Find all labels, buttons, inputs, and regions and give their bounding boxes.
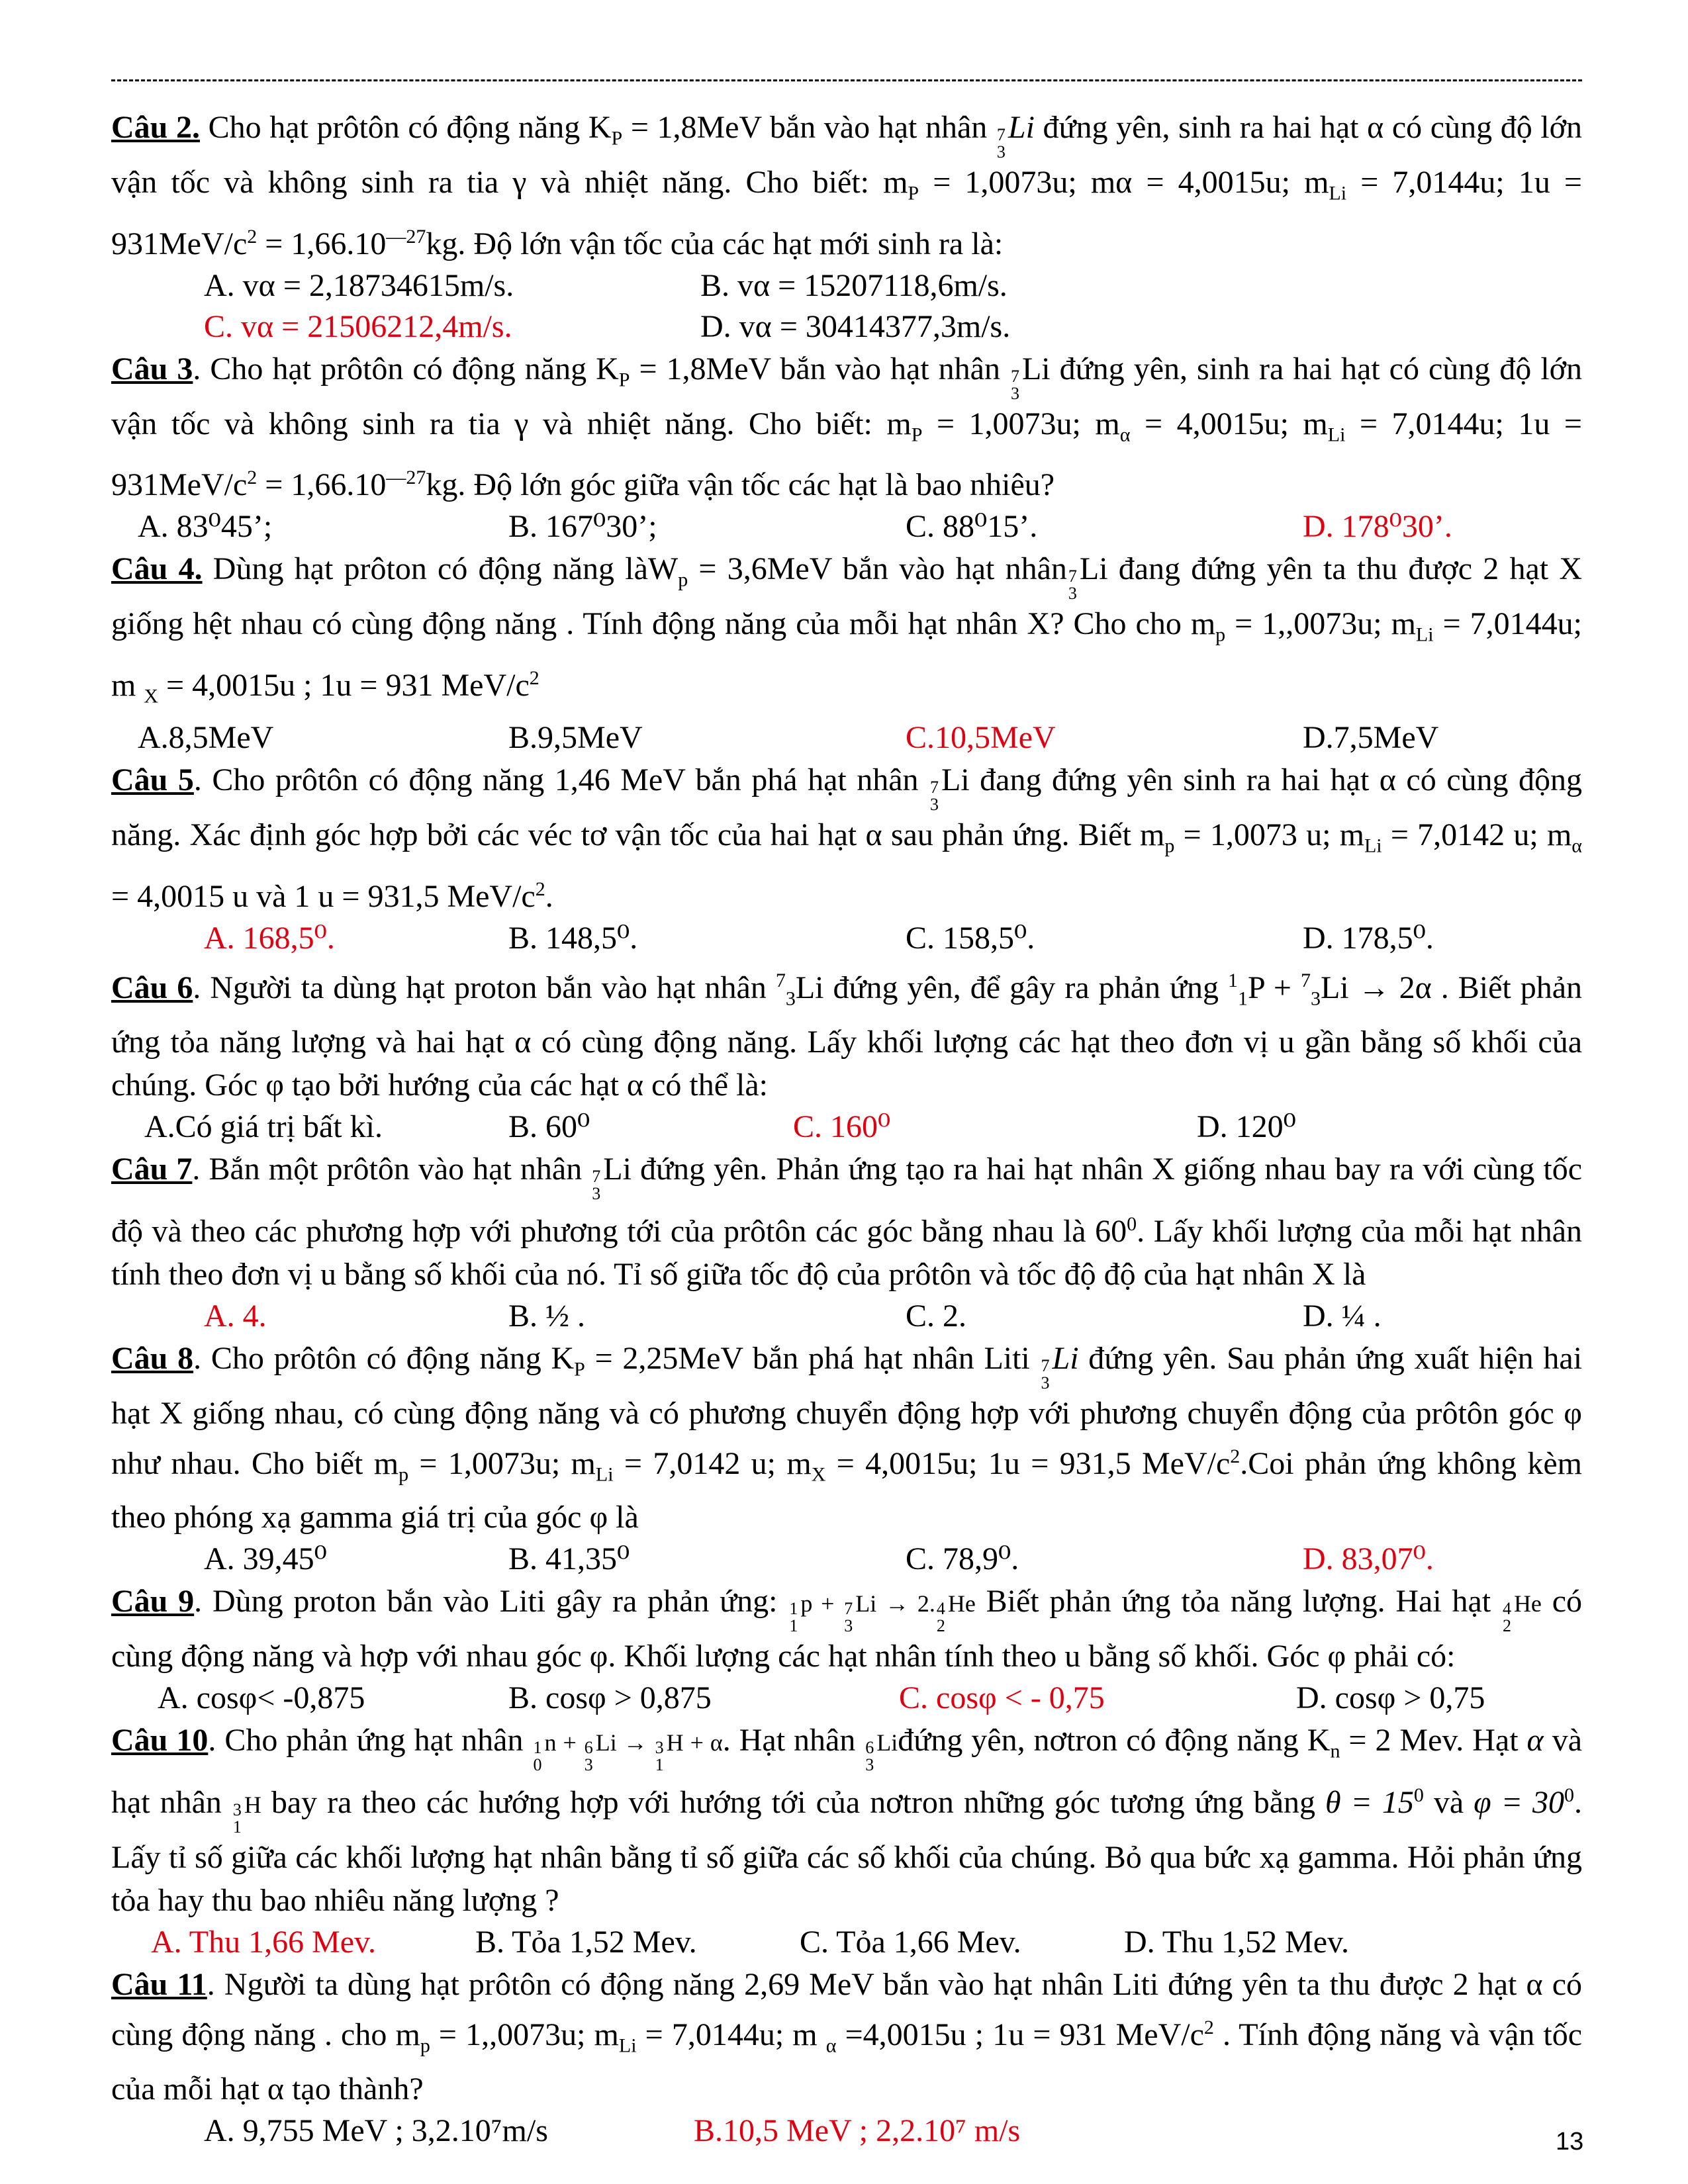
option-b: B. 60⁰: [508, 1109, 590, 1144]
option-c: C. 158,5⁰.: [906, 920, 1035, 956]
nuclide-li6: 6 3: [584, 1738, 593, 1775]
question-5: Câu 5. Cho prôtôn có động năng 1,46 MeV bắn phá hạt nhân 7 3 Li đang đứng yên sinh ra hai hạt α có cùng động năng. Xác định góc hợp bởi các véc tơ vận tốc của hai hạt α sau phản ứng. Biết $m_p = 1,0073$ u; $m_{Li} = 7,0142$ u; $m_\alpha = 4,0015$ u và 1 u = 931,5 MeV/$c^2$.: [111, 762, 1583, 914]
option-b: B. Tỏa 1,52 Mev.: [475, 1925, 697, 1960]
option-c: C. 2.: [906, 1298, 967, 1334]
option-c: C. 78,9⁰.: [906, 1541, 1019, 1577]
option-c: C. 88⁰15’.: [906, 509, 1038, 545]
option-c-answer: C. vα = 21506212,4m/s.: [204, 308, 512, 344]
question-4: Câu 4. Dùng hạt prôton có động năng làW$_p$ = 3,6MeV bắn vào hạt nhân 7 3 Li đang đứng yên ta thu được 2 hạt X giống hệt nhau có cùng động năng . Tính động năng của mỗi hạt nhân X? Cho cho $m_p = 1,,0073u$; $m_{Li} = 7,0144u$; m $_X$ = 4,0015u ; 1u = 931 MeV/$c^2$: [111, 551, 1583, 707]
nuclide-li7: 7 3: [1068, 567, 1077, 604]
option-d: D. cosφ > 0,75: [1296, 1680, 1485, 1716]
nuclide-n: 1 0: [533, 1738, 542, 1775]
question-10-options: [111, 1922, 1582, 1963]
question-7: Câu 7. Bắn một prôtôn vào hạt nhân 7 3 Li đứng yên. Phản ứng tạo ra hai hạt nhân X giống nhau bay ra với cùng tốc độ và theo các phương hợp với phương tới của prôtôn các góc bằng nhau là $60^0$. Lấy khối lượng của mỗi hạt nhân tính theo đơn vị u bằng số khối của nó. Tỉ số giữa tốc độ của prôtôn và tốc độ độ của hạt nhân X là: [111, 1151, 1583, 1292]
option-b: B. cosφ > 0,875: [508, 1680, 712, 1716]
option-b: B. 41,35⁰: [508, 1541, 630, 1577]
option-a: A.Có giá trị bất kì.: [144, 1109, 383, 1144]
option-b: B.9,5MeV: [508, 720, 643, 756]
question-6-options: [111, 1107, 1582, 1148]
option-c-answer: C. 160⁰: [793, 1109, 891, 1144]
question-3-options: [111, 506, 1582, 547]
question-7-options: [111, 1296, 1582, 1337]
option-a: A. 39,45⁰: [204, 1541, 327, 1577]
nuclide-li7: 7 3: [930, 778, 939, 815]
option-a: A.8,5MeV: [138, 720, 274, 756]
option-a-answer: A. Thu 1,66 Mev.: [151, 1925, 376, 1960]
option-a: A. 9,755 MeV ; 3,2.10⁷m/s: [204, 2113, 548, 2148]
question-8: Câu 8. Cho prôtôn có động năng $K_P = 2,25MeV$ bắn phá hạt nhân Liti 7 3 Li đứng yên. Sau phản ứng xuất hiện hai hạt X giống nhau, có cùng động năng và có phương chuyển động hợp với phương chuyển động của prôtôn góc φ như nhau. Cho biết $m_p = 1,0073u$; $m_{Li} = 7,0142$ u; $m_X = 4,0015u$; 1u = 931,5 MeV/$c^2.Coi$ phản ứng không kèm theo phóng xạ gamma giá trị của góc φ là: [111, 1340, 1583, 1535]
question-6: Câu 6. Người ta dùng hạt proton bắn vào hạt nhân $^7_3$Li đứng yên, để gây ra phản ứng $^1_1$P + $^7_3$Li → 2α . Biết phản ứng tỏa năng lượng và hai hạt α có cùng động năng. Lấy khối lượng các hạt theo đơn vị u gần bằng số khối của chúng. Góc φ tạo bởi hướng của các hạt α có thể là:: [111, 969, 1583, 1103]
option-b: B. vα = 15207118,6m/s.: [700, 267, 1008, 303]
question-5-options: [111, 918, 1582, 959]
question-11: Câu 11. Người ta dùng hạt prôtôn có động năng 2,69 MeV bắn vào hạt nhân Liti đứng yên ta thu được 2 hạt α có cùng động năng . cho $m_p = 1,,0073u$; $m_{Li} = 7,0144u$; m $_\alpha$ =4,0015u ; 1u = 931 MeV/$c^2$ . Tính động năng và vận tốc của mỗi hạt α tạo thành?: [111, 1967, 1583, 2107]
option-d: D. 120⁰: [1197, 1109, 1296, 1144]
option-c: C. Tỏa 1,66 Mev.: [800, 1925, 1021, 1960]
option-b: B. ½ .: [508, 1298, 586, 1334]
page-content: [111, 106, 1582, 2152]
option-d-answer: D. 178⁰30’.: [1303, 509, 1452, 545]
nuclide-he4: 4 2: [1502, 1599, 1511, 1636]
option-d: D. 178,5⁰.: [1303, 920, 1434, 956]
option-a: A. vα = 2,18734615m/s.: [204, 267, 514, 303]
question-2-options-row2: [111, 306, 1582, 347]
option-a: A. 83⁰45’;: [138, 509, 273, 545]
question-9: Câu 9. Dùng proton bắn vào Liti gây ra phản ứng: 1 1 p + 7 3 Li → 2. 4 2 He Biết phản ứng tỏa năng lượng. Hai hạt 4 2 He có cùng động năng và hợp với nhau góc φ. Khối lượng các hạt nhân tính theo u bằng số khối. Góc φ phải có:: [111, 1584, 1583, 1674]
option-a-answer: A. 168,5⁰.: [204, 920, 335, 956]
question-2: Câu 2. Cho hạt prôtôn có động năng $K_P = 1,8MeV$ bắn vào hạt nhân 7 3 Li đứng yên, sinh ra hai hạt α có cùng độ lớn vận tốc và không sinh ra tia γ và nhiệt năng. Cho biết: $m_P = 1,0073u$; mα = 4,0015u; $m_{Li} = 7,0144u$; $1u = 931MeV/c^2 = 1,66.10^{—27}kg$. Độ lớn vận tốc của các hạt mới sinh ra là:: [111, 110, 1583, 261]
nuclide-he4: 4 2: [936, 1599, 945, 1636]
nuclide-li7: 7 3: [844, 1599, 853, 1636]
option-c-answer: C.10,5MeV: [906, 720, 1056, 756]
question-8-options: [111, 1539, 1582, 1580]
option-a: A. cosφ< -0,875: [158, 1680, 365, 1716]
option-b: B. 148,5⁰.: [508, 920, 638, 956]
nuclide-li7: 7 3: [1010, 366, 1019, 403]
option-a-answer: A. 4.: [204, 1298, 267, 1334]
question-3: Câu 3. Cho hạt prôtôn có động năng $K_P = 1,8MeV$ bắn vào hạt nhân 7 3 Li đứng yên, sinh ra hai hạt có cùng độ lớn vận tốc và không sinh ra tia γ và nhiệt năng. Cho biết: $m_P = 1,0073u$; $m_\alpha = 4,0015u$; $m_{Li} = 7,0144u$; $1u = 931MeV/c^2 = 1,66.10^{—27}kg$. Độ lớn góc giữa vận tốc các hạt là bao nhiêu?: [111, 351, 1583, 503]
question-4-options: [111, 717, 1582, 758]
option-d: D. Thu 1,52 Mev.: [1124, 1925, 1349, 1960]
nuclide-h3: 3 1: [232, 1800, 242, 1837]
question-11-options: [111, 2111, 1582, 2152]
option-b-answer: B.10,5 MeV ; 2,2.10⁷ m/s: [694, 2113, 1021, 2148]
nuclide-p: 1 1: [789, 1599, 798, 1636]
nuclide-li6: 6 3: [865, 1738, 874, 1775]
option-d: D.7,5MeV: [1303, 720, 1439, 756]
option-b: B. 167⁰30’;: [508, 509, 657, 545]
option-d: D. vα = 30414377,3m/s.: [700, 308, 1011, 344]
option-d-answer: D. 83,07⁰.: [1303, 1541, 1434, 1577]
option-c-answer: C. cosφ < - 0,75: [899, 1680, 1105, 1716]
nuclide-h3: 3 1: [655, 1738, 664, 1775]
question-2-options-row1: [111, 265, 1582, 306]
nuclide-li7: 7 3: [1041, 1355, 1050, 1392]
nuclide-li7: 7 3: [996, 125, 1006, 161]
dashed-separator: [111, 79, 1582, 81]
page-number: 13: [1556, 2128, 1584, 2156]
question-10: Câu 10. Cho phản ứng hạt nhân 1 0 n + 6 3 Li → 3 1 H + α. Hạt nhân 6 3 Liđứng yên, nơtron có động năng $K_n = 2$ Mev. Hạt α và hạt nhân 3 1 H bay ra theo các hướng hợp với hướng tới của nơtron những góc tương ứng bằng $\theta = 15^0$ và $\varphi = 30^0$. Lấy tỉ số giữa các khối lượng hạt nhân bằng tỉ số giữa các số khối của chúng. Bỏ qua bức xạ gamma. Hỏi phản ứng tỏa hay thu bao nhiêu năng lượng ?: [111, 1723, 1583, 1919]
option-d: D. ¼ .: [1303, 1298, 1382, 1334]
question-9-options: [111, 1678, 1582, 1719]
nuclide-li7: 7 3: [592, 1166, 601, 1203]
